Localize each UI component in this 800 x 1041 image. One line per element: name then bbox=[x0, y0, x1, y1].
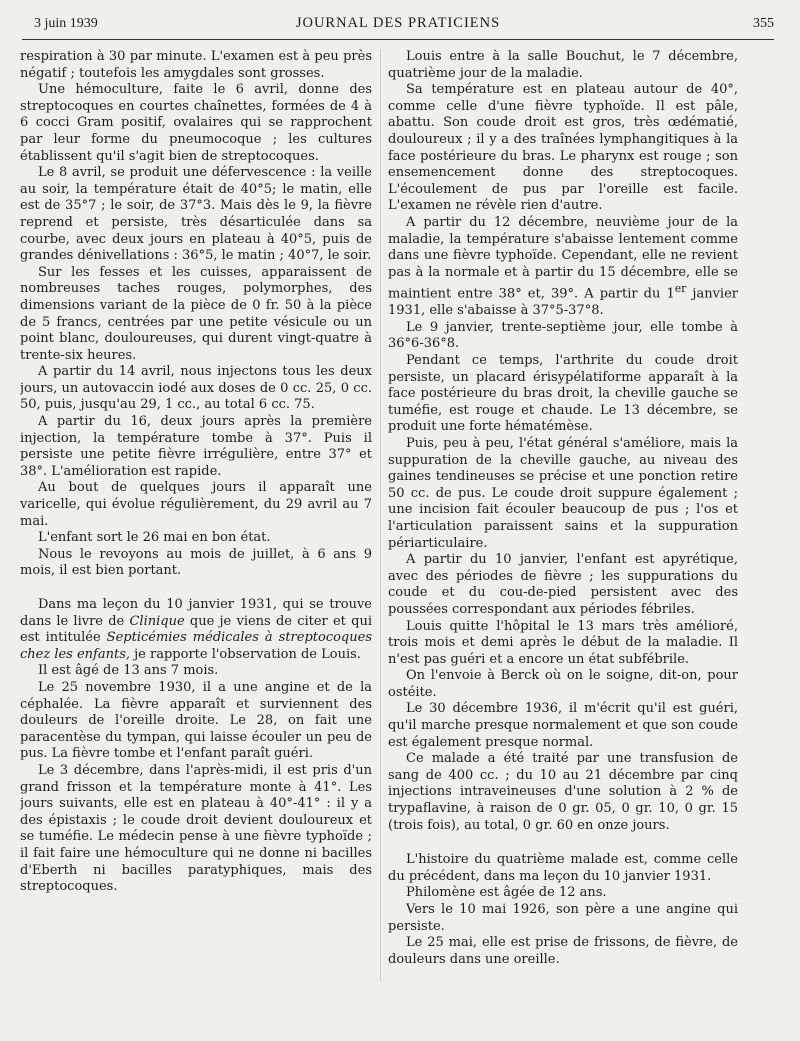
paragraph: Vers le 10 mai 1926, son père a une angine qui persiste. bbox=[388, 902, 738, 934]
paragraph bbox=[388, 215, 738, 320]
paragraph: Il est âgé de 13 ans 7 mois. bbox=[38, 663, 219, 679]
paragraph: Sur les fesses et les cuisses, apparaissent de nombreuses taches rouges, polymorphes, des dimensions variant de la pièce de 0 fr. 50 à la pièce de 5 francs, centrées par une petite vésicule ou un point blanc, douloureuses, qui durent vingt-quatre à trente-six heures. bbox=[20, 264, 372, 363]
text-run: je rapporte l'observation de Louis. bbox=[130, 646, 361, 662]
text-run: A partir du 12 décembre, neuvième jour de la maladie, la température s'abaisse lentement comme dans une fièvre typhoïde. Cependant, elle ne revient pas à la normale et à partir du 15 décembre, elle se maintient entre 38° et, 39°. A partir du 1 bbox=[388, 214, 738, 302]
paragraph: Le 25 novembre 1930, il a une angine et de la céphalée. La fièvre apparaît et surviennent des douleurs de l'oreille droite. Le 28, on fait une paracentèse du tympan, qui laisse écouler un peu de pus. La fièvre tombe et l'enfant paraît guéri. bbox=[20, 679, 372, 762]
issue-date: 3 juin 1939 bbox=[34, 16, 98, 31]
paragraph: A partir du 14 avril, nous injectons tous les deux jours, un autovaccin iodé aux doses de 0 cc. 25, 0 cc. 50, puis, jusqu'au 29, 1 cc., au total 6 cc. 75. bbox=[20, 364, 372, 413]
paragraph: Ce malade a été traité par une transfusion de sang de 400 cc. ; du 10 au 21 décembre par cinq injections intraveineuses d'une solution à 2 % de trypaflavine, à raison de 0 gr. 05, 0 gr. 10, 0 gr. 15 (trois fois), au total, 0 gr. 60 en onze jours. bbox=[388, 751, 738, 833]
paragraph: A partir du 16, deux jours après la première injection, la température tombe à 37°. Puis il persiste une petite fièvre irrégulière, entre 37° et 38°. L'amélioration est rapide. bbox=[20, 414, 372, 479]
paragraph: On l'envoie à Berck où on le soigne, dit-on, pour ostéite. bbox=[388, 668, 738, 700]
journal-title: JOURNAL DES PRATICIENS bbox=[295, 15, 501, 31]
paragraph: Le 9 janvier, trente-septième jour, elle tombe à 36°6-36°8. bbox=[388, 319, 738, 352]
paragraph: Nous le revoyons au mois de juillet, à 6 ans 9 mois, il est bien portant. bbox=[20, 546, 372, 579]
left-column bbox=[20, 49, 372, 1019]
paragraph: Pendant ce temps, l'arthrite du coude droit persiste, un placard érisypélatiforme apparaît à la face postérieure du bras droit, la cheville gauche se tuméfie, est rouge et chaude. Le 13 décembre, se produit une forte hématémèse. bbox=[388, 353, 738, 435]
paragraph bbox=[20, 597, 372, 663]
paragraph: Le 30 décembre 1936, il m'écrit qu'il est guéri, qu'il marche presque normalement et que son coude est également presque normal. bbox=[388, 701, 738, 750]
page-header bbox=[22, 14, 774, 36]
paragraph: Le 25 mai, elle est prise de frissons, de fièvre, de douleurs dans une oreille. bbox=[388, 935, 738, 967]
page-number: 355 bbox=[753, 16, 774, 31]
paragraph: Louis entre à la salle Bouchut, le 7 décembre, quatrième jour de la maladie. bbox=[388, 49, 738, 81]
paragraph: Au bout de quelques jours il apparaît une varicelle, qui évolue régulièrement, du 29 avril au 7 mai. bbox=[20, 480, 372, 529]
paragraph: Sa température est en plateau autour de 40°, comme celle d'une fièvre typhoïde. Il est pâle, abattu. Son coude droit est gros, très œdématié, douloureux ; il y a des traînées lymphangitiques à la face postérieure du bras. Le pharynx est rouge ; son ensemencement donne des streptocoques. L'écoulement de pus par l'oreille est facile. L'examen ne révèle rien d'autre. bbox=[388, 82, 738, 214]
book-title: Clinique bbox=[129, 613, 185, 629]
paragraph: L'histoire du quatrième malade est, comme celle du précédent, dans ma leçon du 10 janvier 1931. bbox=[388, 852, 738, 884]
header-rule bbox=[22, 39, 774, 40]
paragraph: Puis, peu à peu, l'état général s'améliore, mais la suppuration de la cheville gauche, au niveau des gaines tendineuses se précise et une ponction retire 50 cc. de pus. Le coude droit suppure également ; une incision fait écouler beaucoup de pus ; l'os et l'articulation paraissent sains et la suppuration périarticulaire. bbox=[388, 435, 738, 551]
superscript: er bbox=[674, 282, 687, 296]
paragraph: Louis quitte l'hôpital le 13 mars très amélioré, trois mois et demi après le début de la maladie. Il n'est pas guéri et a encore un état subfébrile. bbox=[388, 618, 738, 667]
paragraph: Le 8 avril, se produit une défervescence : la veille au soir, la température était de 40°5; le matin, elle est de 35°7 ; le soir, de 37°3. Mais dès le 9, la fièvre reprend et persiste, très désarticulée dans sa courbe, avec deux jours en plateau à 40°5, puis de grandes dénivellations : 36°5, le matin ; 40°7, le soir. bbox=[20, 165, 372, 264]
paragraph: Philomène est âgée de 12 ans. bbox=[406, 885, 607, 901]
text-run: janvier 1931, elle s'abaisse à 37°5-37°8. bbox=[388, 286, 738, 319]
paragraph: Le 3 décembre, dans l'après-midi, il est pris d'un grand frisson et la température monte à 41°. Les jours suivants, elle est en plateau à 40°-41° : il y a des épistaxis ; le coude droit devient douloureux et se tuméfie. Le médecin pense à une fièvre typhoïde ; il fait faire une hémoculture qui ne donne ni bacilles d'Eberth ni bacilles paratyphiques, mais des streptocoques. bbox=[20, 762, 372, 895]
lesson-title: Septicémies médicales à streptocoques chez les enfants, bbox=[20, 630, 372, 662]
paragraph: L'enfant sort le 26 mai en bon état. bbox=[38, 530, 271, 546]
paragraph: Une hémoculture, faite le 6 avril, donne des streptocoques en courtes chaînettes, formées de 4 à 6 cocci Gram positif, ovalaires qui se rapprochent par leur forme du pneumocoque ; les cultures établissent qu'il s'agit bien de streptocoques. bbox=[20, 82, 372, 164]
paragraph: A partir du 10 janvier, l'enfant est apyrétique, avec des périodes de fièvre ; les suppurations du coude et du cou-de-pied persistent avec des poussées correspondant aux périodes fébriles. bbox=[388, 552, 738, 617]
text-run: que je viens de citer et qui est intitulée bbox=[20, 613, 372, 646]
paragraph: respiration à 30 par minute. L'examen est à peu près négatif ; toutefois les amygdales sont grosses. bbox=[20, 49, 372, 81]
right-column bbox=[388, 49, 738, 1019]
column-divider bbox=[380, 49, 381, 981]
text-run: Dans ma leçon du 10 janvier 1931, qui se trouve dans le livre de bbox=[20, 597, 372, 629]
